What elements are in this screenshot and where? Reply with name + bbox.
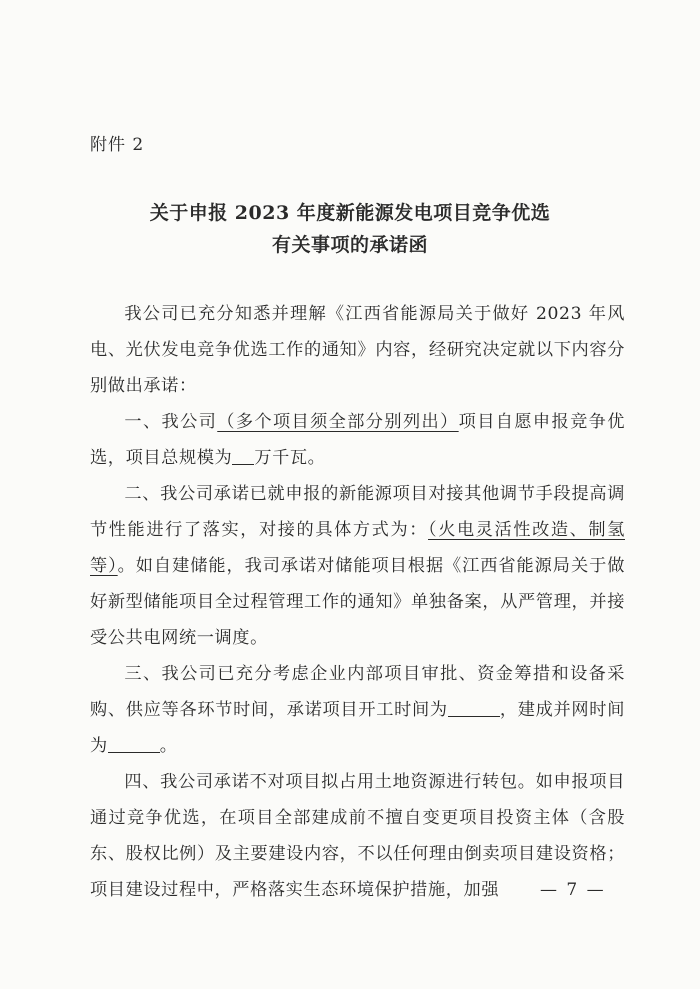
item3-prefix: 三、我公司已充分考虑企业内部项目审批、资金筹措和设备采购、供应等各环节时间，承诺项目开工时间为 (90, 664, 625, 720)
paragraph-item-3 (90, 656, 625, 764)
paragraph-intro: 我公司已充分知悉并理解《江西省能源局关于做好 2023 年风电、光伏发电竞争优选工作的通知》内容，经研究决定就以下内容分别做出承诺： (90, 304, 625, 396)
item1-project-list-note: （多个项目须全部分别列出） (217, 412, 459, 432)
capacity-blank (232, 447, 254, 465)
page-number: — 7 — (540, 880, 606, 900)
document-title-line-2: 有关事项的承诺函 (271, 234, 428, 256)
item1-middle: 项目自愿申报竞争优选，项目总规模为 (90, 412, 625, 468)
start-date-blank (448, 699, 500, 717)
item2-suffix: 。如自建储能，我司承诺对储能项目根据《江西省能源局关于做好新型储能项目全过程管理工作的通知》单独备案，从严管理，并接受公共电网统一调度。 (90, 556, 625, 648)
item3-middle: ，建成并网时间为 (90, 700, 625, 756)
attachment-label: 附件 2 (90, 135, 145, 155)
item2-prefix: 二、我公司承诺已就申报的新能源项目对接其他调节手段提高调节性能进行了落实，对接的具体方式为： (90, 484, 625, 540)
paragraph-item-4: 四、我公司承诺不对项目拟占用土地资源进行转包。如申报项目通过竞争优选，在项目全部建成前不擅自变更项目投资主体（含股东、股权比例）及主要建设内容，不以任何理由倒卖项目建设资格；项目建设过程中，严格落实生态环境保护措施，加强 (90, 772, 625, 900)
item1-suffix: 万千瓦。 (254, 448, 326, 468)
paragraph-item-2 (90, 476, 625, 656)
item1-prefix: 一、我公司 (124, 412, 218, 432)
grid-date-blank (108, 735, 160, 753)
document-title-line-1: 关于申报 2023 年度新能源发电项目竞争优选 (149, 202, 551, 224)
item3-suffix: 。 (159, 736, 178, 756)
document-body (90, 296, 625, 908)
paragraph-item-1 (90, 404, 625, 476)
item2-method-note: （火电灵活性改造、制氢等） (90, 520, 625, 576)
